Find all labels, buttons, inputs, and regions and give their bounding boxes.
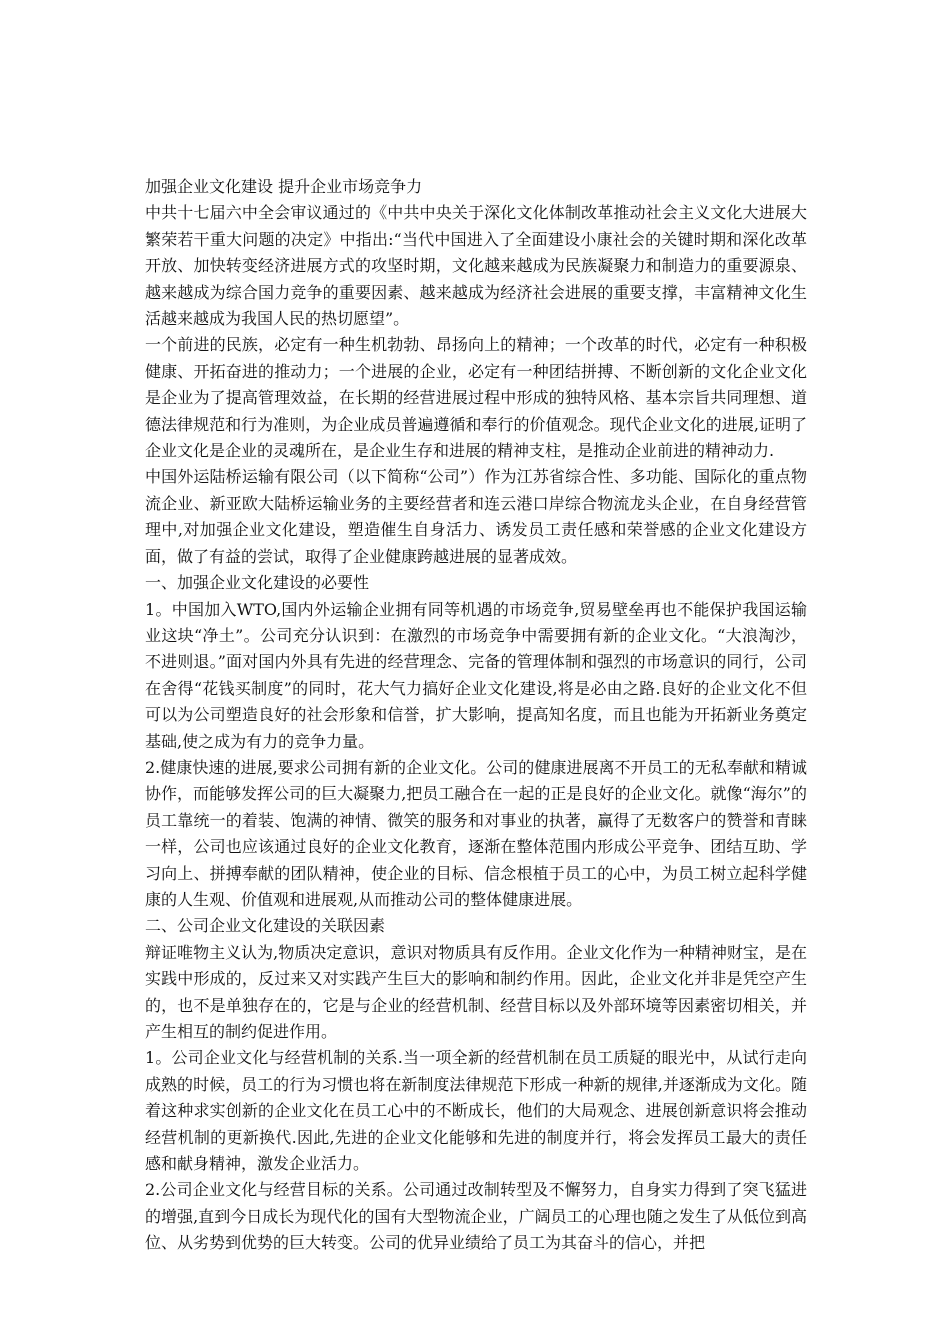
paragraph-point-development: 2.健康快速的进展,要求公司拥有新的企业文化。公司的健康进展离不开员工的无私奉献和精诚协作，而能够发挥公司的巨大凝聚力,把员工融合在一起的正是良好的企业文化。就像“海尔”的员工靠统一的着装、饱满的神情、微笑的服务和对事业的执著，赢得了无数客户的赞誉和青睐一样，公司也应该通过良好的企业文化教育，逐渐在整体范围内形成公平竞争、团结互助、学习向上、拼搏奉献的团队精神，使企业的目标、信念根植于员工的心中，为员工树立起科学健康的人生观、价值观和进展观,从而推动公司的整体健康进展。 — [145, 757, 807, 909]
section-heading-necessity: 一、加强企业文化建设的必要性 — [145, 573, 370, 593]
paragraph-materialism: 辩证唯物主义认为,物质决定意识，意识对物质具有反作用。企业文化作为一种精神财宝，是在实践中形成的，反过来又对实践产生巨大的影响和制约作用。因此，企业文化并非是凭空产生的，也不是单独存在的，它是与企业的经营机制、经营目标以及外部环境等因素密切相关，并产生相互的制约促进作用。 — [145, 942, 807, 1041]
section-heading-factors: 二、公司企业文化建设的关联因素 — [145, 916, 386, 936]
paragraph-point-mechanism: 1。公司企业文化与经营机制的关系.当一项全新的经营机制在员工质疑的眼光中，从试行走向成熟的时候，员工的行为习惯也将在新制度法律规范下形成一种新的规律,并逐渐成为文化。随着这种求实创新的企业文化在员工心中的不断成长，他们的大局观念、进展创新意识将会推动经营机制的更新换代.因此,先进的企业文化能够和先进的制度并行，将会发挥员工最大的责任感和献身精神，激发企业活力。 — [145, 1048, 807, 1174]
paragraph-enterprise-culture: 一个前进的民族，必定有一种生机勃勃、昂扬向上的精神；一个改革的时代，必定有一种积极健康、开拓奋进的推动力；一个进展的企业，必定有一种团结拼搏、不断创新的文化企业文化是企业为了提高管理效益，在长期的经营进展过程中形成的独特风格、基本宗旨共同理想、道德法律规范和行为准则，为企业成员普遍遵循和奉行的价值观念。现代企业文化的进展,证明了企业文化是企业的灵魂所在，是企业生存和进展的精神支柱，是推动企业前进的精神动力. — [145, 335, 807, 461]
document-body — [145, 174, 807, 1257]
paragraph-intro: 中共十七届六中全会审议通过的《中共中央关于深化文化体制改革推动社会主义文化大进展大繁荣若干重大问题的决定》中指出:“当代中国进入了全面建设小康社会的关键时期和深化改革开放、加快转变经济进展方式的攻坚时期，文化越来越成为民族凝聚力和制造力的重要源泉、越来越成为综合国力竞争的重要因素、越来越成为经济社会进展的重要支撑，丰富精神文化生活越来越成为我国人民的热切愿望”。 — [145, 203, 807, 329]
document-title: 加强企业文化建设 提升企业市场竞争力 — [145, 177, 423, 196]
paragraph-company-profile: 中国外运陆桥运输有限公司（以下简称“公司”）作为江苏省综合性、多功能、国际化的重点物流企业、新亚欧大陆桥运输业务的主要经营者和连云港口岸综合物流龙头企业，在自身经营管理中,对加强企业文化建设，塑造催生自身活力、诱发员工责任感和荣誉感的企业文化建设方面，做了有益的尝试，取得了企业健康跨越进展的显著成效。 — [145, 467, 807, 566]
paragraph-point-goals: 2.公司企业文化与经营目标的关系。公司通过改制转型及不懈努力，自身实力得到了突飞猛进的增强,直到今日成长为现代化的国有大型物流企业，广阔员工的心理也随之发生了从低位到高位、从劣势到优势的巨大转变。公司的优异业绩给了员工为其奋斗的信心，并把 — [145, 1180, 807, 1253]
paragraph-point-wto: 1。中国加入WTO,国内外运输企业拥有同等机遇的市场竞争,贸易壁垒再也不能保护我国运输业这块“净土”。公司充分认识到：在激烈的市场竞争中需要拥有新的企业文化。“大浪淘沙，不进则退。”面对国内外具有先进的经营理念、完备的管理体制和强烈的市场意识的同行，公司在舍得“花钱买制度”的同时，花大气力搞好企业文化建设,将是必由之路.良好的企业文化不但可以为公司塑造良好的社会形象和信誉，扩大影响，提高知名度，而且也能为开拓新业务奠定基础,使之成为有力的竞争力量。 — [145, 599, 807, 751]
